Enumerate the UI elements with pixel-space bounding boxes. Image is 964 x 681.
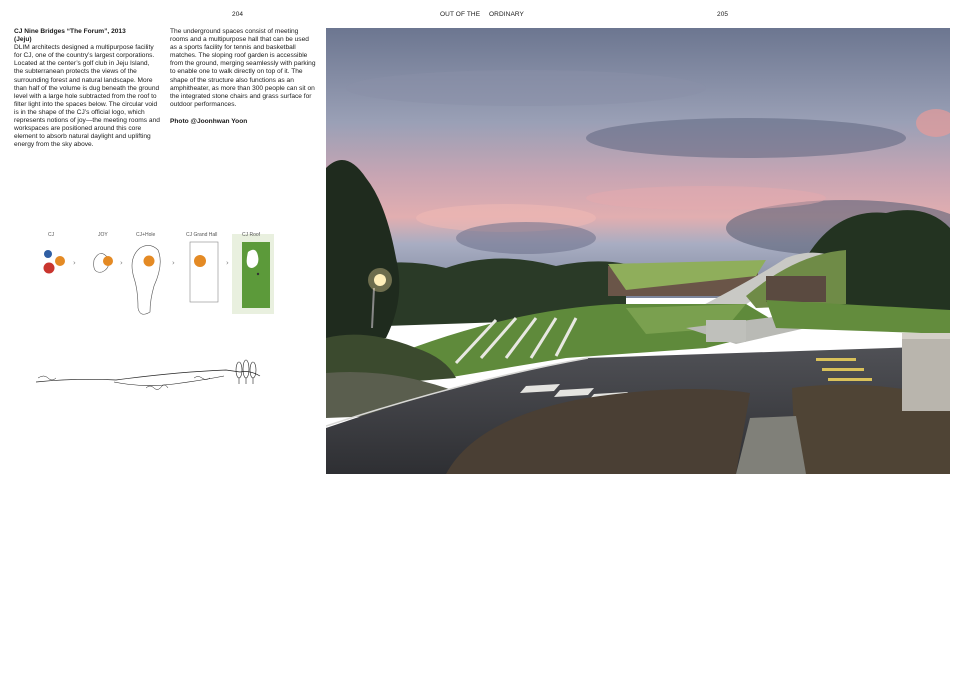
photo-credit: Photo @Joonhwan Yoon (170, 117, 248, 125)
grand-hall-sketch-icon (190, 242, 218, 302)
diagram-drawing (36, 228, 286, 320)
diagram-label-grand-hall: CJ Grand Hall (186, 232, 218, 238)
diagram-label-joy: JOY (98, 232, 108, 238)
project-body-2: The underground spaces consist of meeting rooms and a multipurpose hall that can be used as a sports facility for tennis and basketball matches. The sloping roof garden is accessible from the ground, merging seamlessly with parking to enable one to walk directly on top of it. The shape of the structure also functions as an amphitheater, as more than 300 people can sit on the integrated stone chairs and grass surface for outdoor performances. (170, 28, 316, 108)
running-title-part2: ORDINARY (489, 11, 524, 18)
project-location: (Jeju) (14, 36, 32, 44)
svg-text:›: › (172, 259, 175, 267)
svg-text:›: › (226, 259, 229, 267)
diagram-label-cj-hole: CJ+Hole (136, 232, 156, 238)
project-title: CJ Nine Bridges “The Forum”, 2013 (14, 28, 126, 35)
project-body: DLIM architects designed a multipurpose facility for CJ, one of the country’s largest corporations. Located at the center’s golf club in Jeju Island, the subterranean protects the views of the surrounding forest and natural landscape. More than half of the volume is dug beneath the ground level with a large hole subtracted from the roof to filter light into the spaces below. The circular void is in the shape of the CJ’s official logo, which represents notions of joy—the meeting rooms and workspaces are positioned around this core element to absorb natural daylight and uplifting energy from the sky above. (14, 44, 160, 149)
hole-sketch-icon (132, 245, 160, 314)
cj-logo-icon (44, 250, 66, 274)
project-photo (326, 28, 950, 474)
project-description-2 (170, 28, 316, 126)
joy-sketch-icon (94, 253, 113, 272)
running-title-part1: OUT OF THE (440, 11, 481, 18)
project-description (14, 28, 160, 149)
page-number-left: 204 (232, 11, 244, 18)
page-number-right: 205 (717, 11, 729, 18)
svg-text:›: › (120, 259, 123, 267)
roof-sketch-icon (232, 234, 274, 314)
svg-text:›: › (73, 259, 76, 267)
concept-diagram (36, 228, 286, 320)
diagram-label-cj: CJ (48, 232, 55, 238)
diagram-label-roof: CJ Roof (242, 232, 261, 238)
section-sketch (34, 356, 294, 406)
